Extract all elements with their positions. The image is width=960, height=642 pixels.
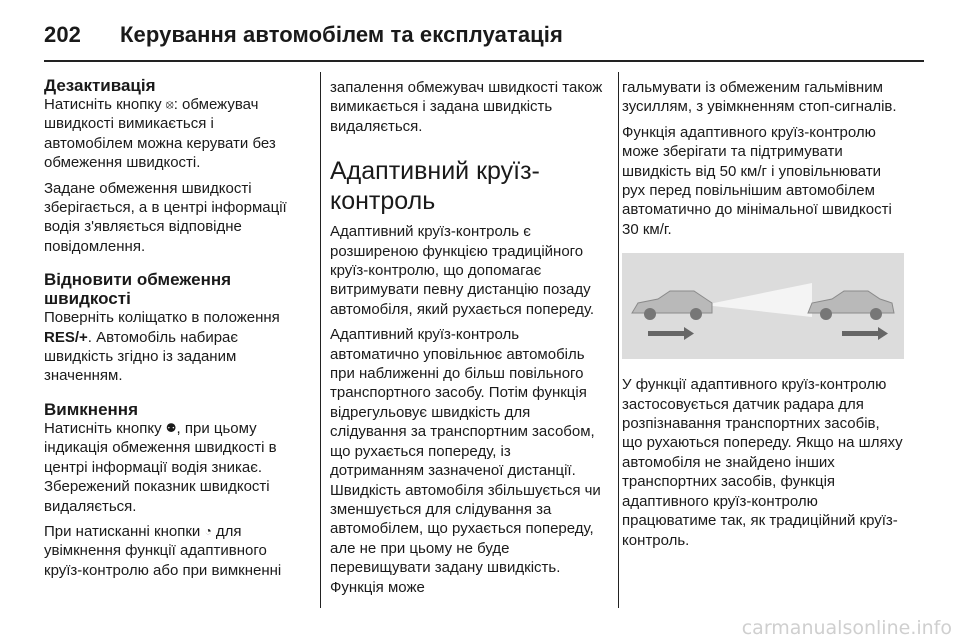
cruise-control-icon: ◔ (204, 523, 212, 538)
paragraph-acc-2: Адаптивний круїз-контроль автоматично уповільнює автомобіль при наближенні до більш повільного транспортного засобу. Потім функція відрегульовує швидкість для слідування за транспортним засобом, що рухається попереду, із дотриманням зазначеної дистанції. Швидкість автомобіля збільшується чи зменшується для слідування за автомобілем, що рухається попереду, але не при цьому не буде перевищувати задану швидкість. Функція може (330, 326, 601, 596)
heading-deactivation: Дезактивація (44, 76, 156, 95)
paragraph-radar: У функції адаптивного круїз-контролю застосовується датчик радара для розпізнавання транспортних засобів, що рухаються попереду. Якщо на шляху автомобіля не знайдено інших транспортних засобів, функція адаптивного круїз-контролю працюватиме так, як традиційний круїз-контроль. (622, 376, 903, 549)
page-title: Керування автомобілем та експлуатація (120, 22, 563, 47)
car-front (808, 291, 894, 320)
heading-acc: Адаптивний круїз-контроль (330, 157, 540, 216)
car-rear (632, 291, 712, 320)
heading-restore: Відновити обмеження швидкості (44, 270, 232, 309)
paragraph-restore: Поверніть коліщатко в положення RES/+. Автомобіль набирає швидкість згідно із заданим значенням. (44, 309, 280, 385)
paragraph-continuation-2: гальмувати із обмеженим гальмівним зусиллям, з увімкненням стоп-сигналів. (622, 79, 897, 116)
paragraph-store-speed: Функція адаптивного круїз-контролю може зберігати та підтримувати швидкість від 50 км/г і уповільнювати рух перед повільнішим автомобілем автоматично до мінімальної швидкості 30 км/г. (622, 123, 892, 238)
header-rule (44, 60, 924, 62)
column-separator-1 (320, 72, 321, 608)
acc-diagram (622, 253, 904, 359)
column-separator-2 (618, 72, 619, 608)
watermark: carmanualsonline.info (741, 617, 952, 639)
res-label: RES/+ (44, 328, 88, 346)
heading-off: Вимкнення (44, 399, 138, 419)
page-header (44, 22, 563, 48)
column-1 (44, 76, 306, 586)
limiter-off-icon: ⦻ (165, 97, 174, 111)
paragraph-off-2: При натисканні кнопки ◔ для увімкнення функції адаптивного круїз-контролю або при вимкненні (44, 522, 282, 579)
acc-illustration (622, 253, 904, 359)
paragraph-off-1: Натисніть кнопку ⚉, при цьому індикація обмеження швидкості в центрі інформації водія зникає. Збережений показник швидкості видаляється. (44, 419, 277, 515)
column-3 (622, 78, 904, 556)
paragraph-deactivation-1: Натисніть кнопку ⦻: обмежувач швидкості вимикається і автомобілем можна керувати без обмеження швидкості. (44, 96, 276, 172)
paragraph-continuation: запалення обмежувач швидкості також вимикається і задана швидкість видаляється. (330, 79, 603, 135)
paragraph-acc-1: Адаптивний круїз-контроль є розширеною функцією традиційного круїз-контролю, що допомагає витримувати певну дистанцію позаду автомобіля, який рухається попереду. (330, 223, 595, 318)
limiter-icon: ⚉ (165, 420, 177, 435)
arrow-left (648, 327, 694, 340)
radar-beam (704, 283, 812, 317)
column-2 (330, 78, 608, 603)
arrow-right (842, 327, 888, 340)
page-number: 202 (44, 22, 82, 47)
paragraph-deactivation-2: Задане обмеження швидкості зберігається, а в центрі інформації водія з'являється відповідне повідомлення. (44, 179, 287, 255)
